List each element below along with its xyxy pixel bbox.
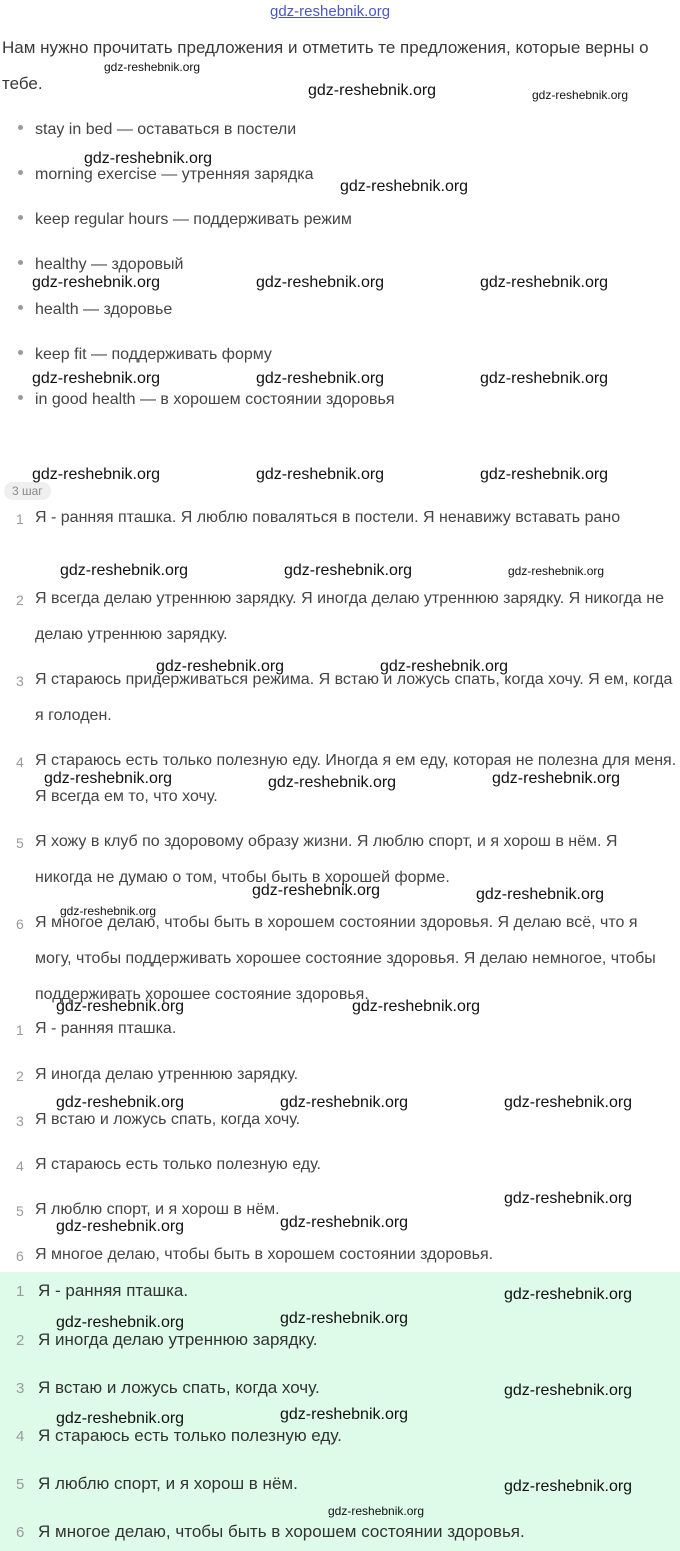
final-answer-text: Я люблю спорт, и я хорош в нём. [38, 1474, 298, 1493]
watermark: gdz-reshebnik.org [504, 1286, 633, 1303]
watermark: gdz-reshebnik.org [56, 1314, 185, 1331]
final-answer-text: Я - ранняя пташка. [38, 1281, 189, 1300]
option-text: Я хожу в клуб по здоровому образу жизни. Я люблю спорт, и я хорош в нём. Я никогда не думаю о том, чтобы быть в хорошей форме. [35, 833, 618, 886]
watermark: gdz-reshebnik.org [252, 882, 381, 899]
bullet-icon [18, 170, 23, 175]
site-link[interactable]: gdz-reshebnik.org [270, 3, 391, 20]
watermark: gdz-reshebnik.org [280, 1406, 409, 1423]
watermark: gdz-reshebnik.org [56, 1410, 185, 1427]
watermark: gdz-reshebnik.org [504, 1382, 633, 1399]
bullet-icon [18, 125, 23, 130]
vocab-item: health — здоровье [18, 301, 172, 319]
watermark: gdz-reshebnik.org [476, 886, 605, 903]
watermark: gdz-reshebnik.org [32, 466, 161, 483]
vocab-item: stay in bed — оставаться в постели [18, 121, 296, 139]
option-text: Я - ранняя пташка. Я люблю поваляться в постели. Я ненавижу вставать рано [35, 509, 621, 526]
watermark: gdz-reshebnik.org [504, 1094, 633, 1111]
watermark: gdz-reshebnik.org [280, 1094, 409, 1111]
final-answer-text: Я иногда делаю утреннюю зарядку. [38, 1330, 318, 1349]
final-answer-text: Я многое делаю, чтобы быть в хорошем состоянии здоровья. [38, 1522, 525, 1541]
watermark: gdz-reshebnik.org [60, 904, 157, 918]
vocab-item: keep fit — поддерживать форму [18, 346, 272, 364]
answer-number: 1 [16, 1022, 24, 1038]
answer-number: 6 [16, 1248, 24, 1264]
option-number: 5 [16, 835, 24, 851]
watermark: gdz-reshebnik.org [508, 564, 605, 578]
answer-number: 4 [16, 1158, 24, 1174]
bullet-icon [18, 395, 23, 400]
vocab-item: in good health — в хорошем состоянии здоровья [18, 391, 395, 409]
watermark: gdz-reshebnik.org [156, 658, 285, 675]
final-answer-number: 4 [16, 1428, 25, 1445]
watermark: gdz-reshebnik.org [256, 370, 385, 387]
watermark: gdz-reshebnik.org [280, 1310, 409, 1327]
watermark: gdz-reshebnik.org [480, 274, 609, 291]
watermark: gdz-reshebnik.org [480, 370, 609, 387]
watermark: gdz-reshebnik.org [328, 1504, 425, 1518]
answer-text: Я люблю спорт, и я хорош в нём. [35, 1201, 280, 1218]
watermark: gdz-reshebnik.org [532, 88, 629, 102]
option-number: 4 [16, 754, 24, 770]
option-number: 6 [16, 916, 24, 932]
watermark: gdz-reshebnik.org [492, 770, 621, 787]
bullet-icon [18, 350, 23, 355]
answer-text: Я встаю и ложусь спать, когда хочу. [35, 1111, 301, 1128]
watermark: gdz-reshebnik.org [104, 60, 201, 74]
watermark: gdz-reshebnik.org [256, 466, 385, 483]
answer-number: 5 [16, 1203, 24, 1219]
watermark: gdz-reshebnik.org [280, 1214, 409, 1231]
watermark: gdz-reshebnik.org [56, 998, 185, 1015]
answer-text: Я иногда делаю утреннюю зарядку. [35, 1066, 299, 1083]
step-badge: 3 шаг [4, 482, 51, 500]
watermark: gdz-reshebnik.org [308, 82, 437, 99]
watermark: gdz-reshebnik.org [268, 774, 397, 791]
bullet-icon [18, 305, 23, 310]
answer-number: 2 [16, 1068, 24, 1084]
watermark: gdz-reshebnik.org [56, 1218, 185, 1235]
bullet-icon [18, 215, 23, 220]
watermark: gdz-reshebnik.org [380, 658, 509, 675]
answer-text: Я стараюсь есть только полезную еду. [35, 1156, 321, 1173]
watermark: gdz-reshebnik.org [340, 178, 469, 195]
option-number: 1 [16, 511, 24, 527]
bullet-icon [18, 260, 23, 265]
watermark: gdz-reshebnik.org [32, 370, 161, 387]
watermark: gdz-reshebnik.org [504, 1190, 633, 1207]
watermark: gdz-reshebnik.org [44, 770, 173, 787]
final-answer-number: 2 [16, 1332, 25, 1349]
option-text: Я всегда делаю утреннюю зарядку. Я иногда делаю утреннюю зарядку. Я никогда не делаю утреннюю зарядку. [35, 590, 664, 643]
final-answer-number: 6 [16, 1524, 25, 1541]
final-answer-text: Я встаю и ложусь спать, когда хочу. [38, 1378, 320, 1397]
vocab-item: morning exercise — утренняя зарядка [18, 166, 314, 184]
option-text: Я стараюсь есть только полезную еду. Иногда я ем еду, которая не полезна для меня. Я всегда ем то, что хочу. [35, 752, 677, 805]
final-answer-number: 1 [16, 1283, 25, 1300]
final-answer-text: Я стараюсь есть только полезную еду. [38, 1426, 342, 1445]
watermark: gdz-reshebnik.org [480, 466, 609, 483]
watermark: gdz-reshebnik.org [352, 998, 481, 1015]
vocab-item: keep regular hours — поддерживать режим [18, 211, 352, 229]
watermark: gdz-reshebnik.org [60, 562, 189, 579]
final-answer-number: 3 [16, 1380, 25, 1397]
watermark: gdz-reshebnik.org [32, 274, 161, 291]
answer-number: 3 [16, 1113, 24, 1129]
option-text: Я стараюсь придерживаться режима. Я встаю и ложусь спать, когда хочу. Я ем, когда я голоден. [35, 671, 673, 724]
vocab-item: healthy — здоровый [18, 256, 183, 274]
intro-text: Нам нужно прочитать предложения и отметить те предложения, которые верны о тебе. [2, 38, 649, 93]
watermark: gdz-reshebnik.org [256, 274, 385, 291]
final-answer-number: 5 [16, 1476, 25, 1493]
answer-text: Я - ранняя пташка. [35, 1020, 177, 1037]
watermark: gdz-reshebnik.org [504, 1478, 633, 1495]
option-text: Я многое делаю, чтобы быть в хорошем состоянии здоровья. Я делаю всё, что я могу, чтобы поддерживать хорошее состояние здоровья. Я делаю немногое, чтобы поддерживать хорошее состояние здоровья. [35, 914, 656, 1003]
watermark: gdz-reshebnik.org [84, 150, 213, 167]
watermark: gdz-reshebnik.org [284, 562, 413, 579]
answer-text: Я многое делаю, чтобы быть в хорошем состоянии здоровья. [35, 1246, 494, 1263]
option-number: 3 [16, 673, 24, 689]
watermark: gdz-reshebnik.org [56, 1094, 185, 1111]
option-number: 2 [16, 592, 24, 608]
